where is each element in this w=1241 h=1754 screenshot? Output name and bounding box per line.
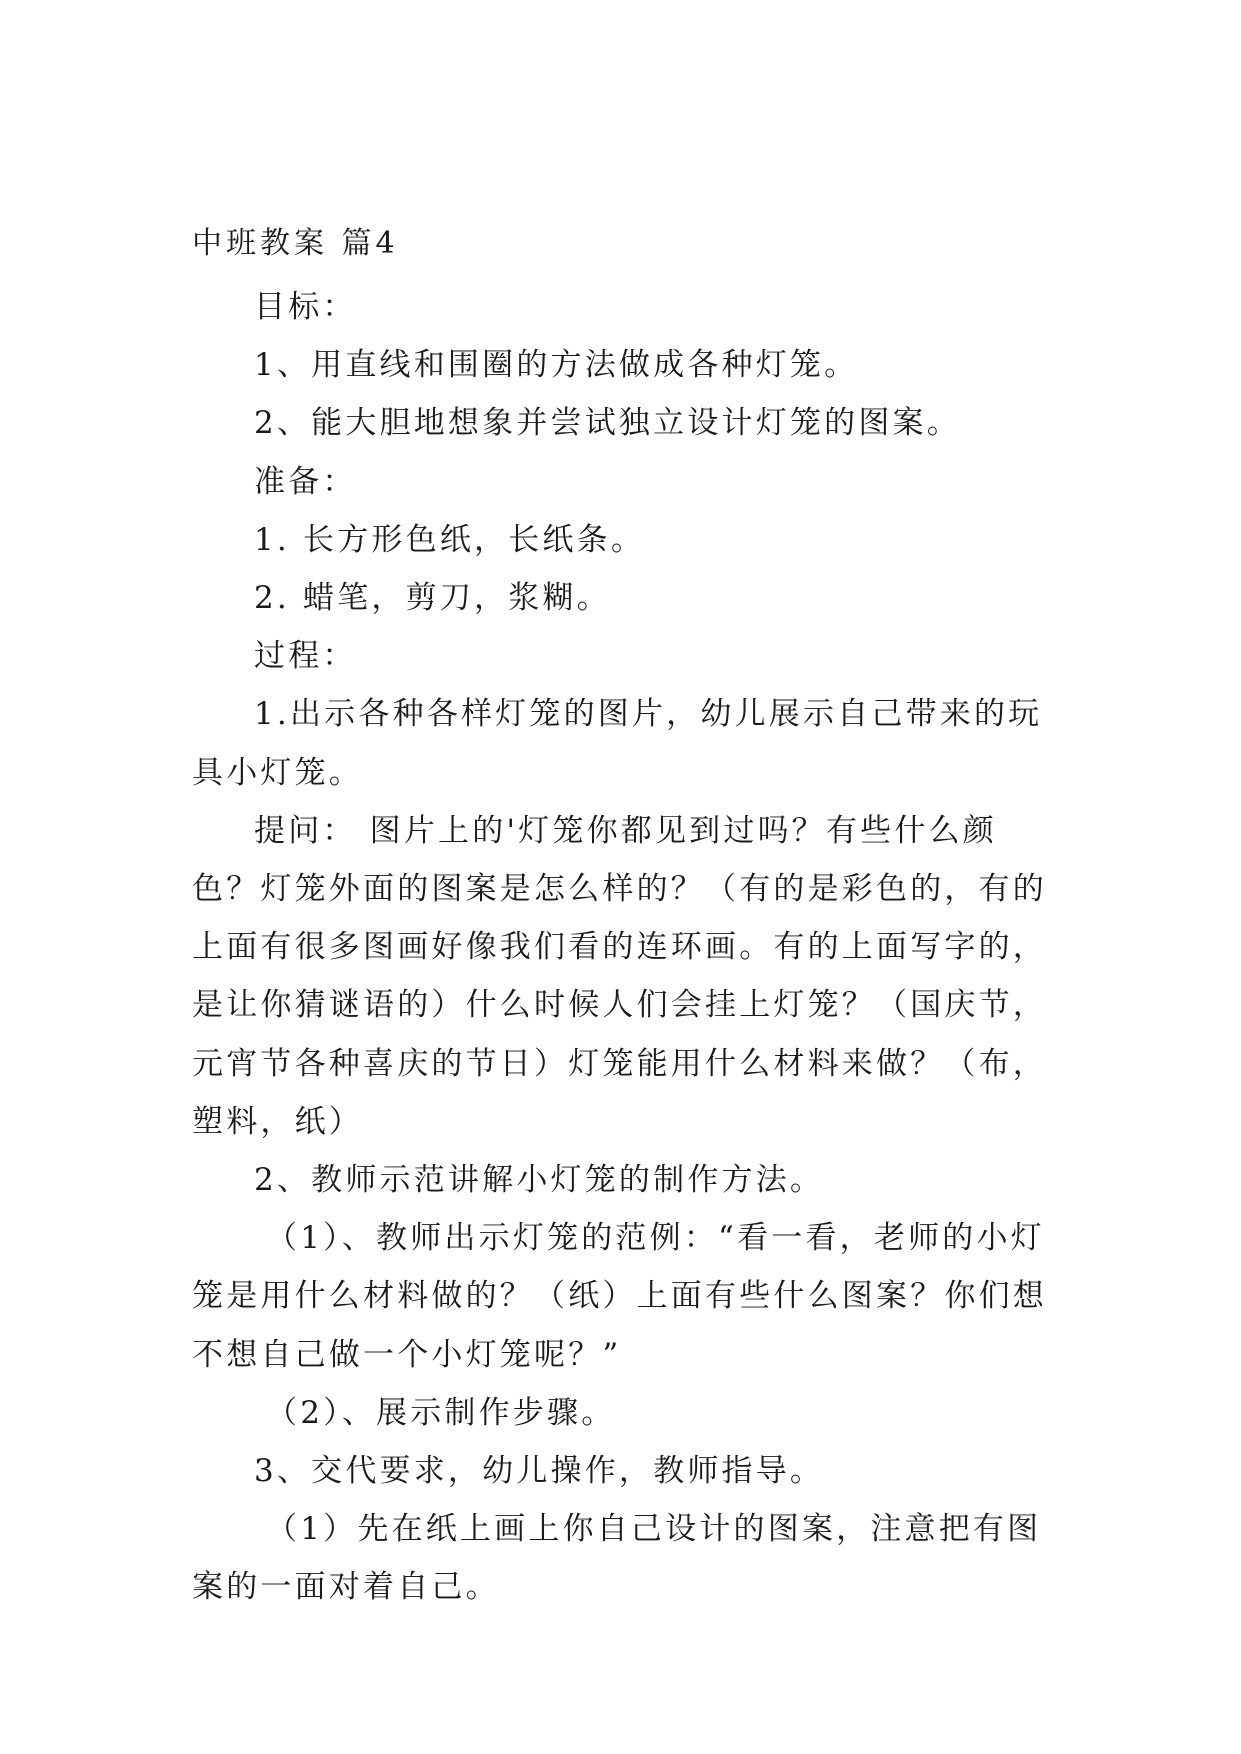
paragraph-process-2-step-1: （1）、教师出示灯笼的范例：“看一看，老师的小灯笼是用什么材料做的？（纸）上面有些什么图案？你们想不想自己做一个小灯笼呢？” [192,1220,1047,1373]
paragraph-process-label: 过程： [254,638,357,675]
paragraph-process-1: 1.出示各种各样灯笼的图片，幼儿展示自己带来的玩具小灯笼。 [192,696,1043,791]
paragraph-preparation-label: 准备： [254,463,357,500]
paragraph-process-2: 2、教师示范讲解小灯笼的制作方法。 [254,1162,825,1199]
paragraph-goals-label: 目标： [254,289,357,325]
paragraph-questions: 提问： 图片上的'灯笼你都见到过吗？有些什么颜色？灯笼外面的图案是怎么样的？（有的是彩色的，有的上面有很多图画好像我们看的连环画。有的上面写字的，是让你猜谜语的）什么时候人们会挂上灯笼？（国庆节，元宵节各种喜庆的节日）灯笼能用什么材料来做？（布，塑料，纸） [192,812,1047,1140]
paragraph-preparation-1: 1. 长方形色纸，长纸条。 [254,521,646,558]
document-heading: 中班教案 篇4 [192,226,399,261]
paragraph-process-3: 3、交代要求，幼儿操作，教师指导。 [254,1453,825,1490]
paragraph-goal-2: 2、能大胆地想象并尝试独立设计灯笼的图案。 [254,405,961,442]
paragraph-preparation-2: 2. 蜡笔，剪刀，浆糊。 [254,580,611,617]
paragraph-process-3-step-1: （1）先在纸上画上你自己设计的图案，注意把有图案的一面对着自己。 [192,1511,1042,1606]
paragraph-process-2-step-2: （2）、展示制作步骤。 [266,1394,616,1431]
paragraph-goal-1: 1、用直线和围圈的方法做成各种灯笼。 [254,347,859,384]
document-body [192,278,1062,1617]
